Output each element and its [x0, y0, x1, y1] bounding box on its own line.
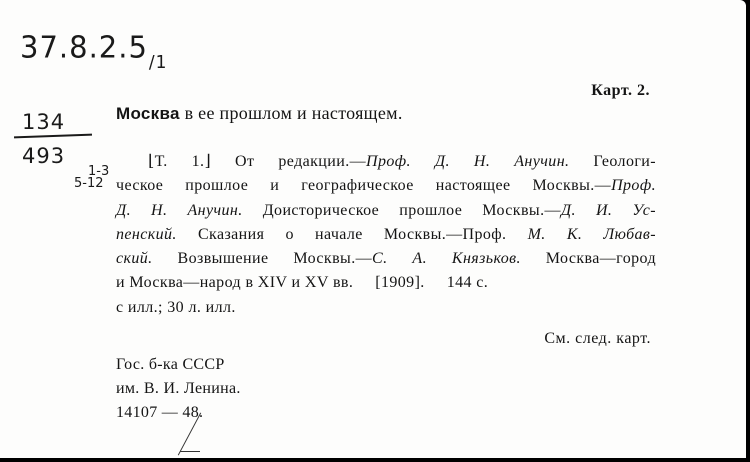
library-imprint — [116, 353, 241, 425]
handwritten-shelf-sub-1: 1-3 — [88, 164, 110, 179]
description-body — [116, 150, 656, 320]
pen-mark-base — [180, 451, 200, 452]
title-rest: в ее прошлом и настоящем. — [179, 103, 403, 123]
handwritten-shelf-bottom: 493 — [22, 144, 66, 168]
body-line-5: ский. Возвышение Москвы.—С. А. Князьков. Москва—город — [116, 250, 656, 268]
body-line-4: пенский. Сказания о начале Москвы.—Проф. М. К. Любав- — [116, 225, 656, 243]
body-line-6: и Москва—народ в XIV и XV вв. [1909]. 144 с. — [116, 274, 489, 292]
book-title — [116, 103, 403, 124]
body-line-2: ческое прошлое и географическое настоящее Москвы.—Проф. — [116, 177, 656, 195]
handwritten-call-number: $37.8.2.5_{/1}$ — [20, 29, 168, 74]
handwritten-shelf-top: 134 — [22, 110, 66, 134]
see-next-card: См. след. карт. — [544, 330, 651, 347]
card-number: Карт. 2. — [591, 82, 650, 99]
call-number-fraction: /1 — [148, 52, 168, 74]
library-line-2: им. В. И. Ленина. — [116, 380, 241, 397]
body-line-3: Д. Н. Анучин. Доисторическое прошлое Москвы.—Д. И. Ус- — [116, 201, 657, 219]
body-line-1: ⌊Т. 1.⌋ От редакции.—Проф. Д. Н. Анучин. Геологи- — [148, 153, 656, 170]
title-heading-word: Москва — [116, 104, 180, 123]
library-line-1: Гос. б-ка СССР — [116, 356, 225, 373]
handwritten-shelf-sub-2: 5-12 — [74, 176, 104, 191]
shelf-fraction-rule — [14, 134, 92, 139]
library-line-3: 14107 — 48. — [116, 404, 204, 421]
body-line-7: с илл.; 30 л. илл. — [116, 298, 236, 316]
